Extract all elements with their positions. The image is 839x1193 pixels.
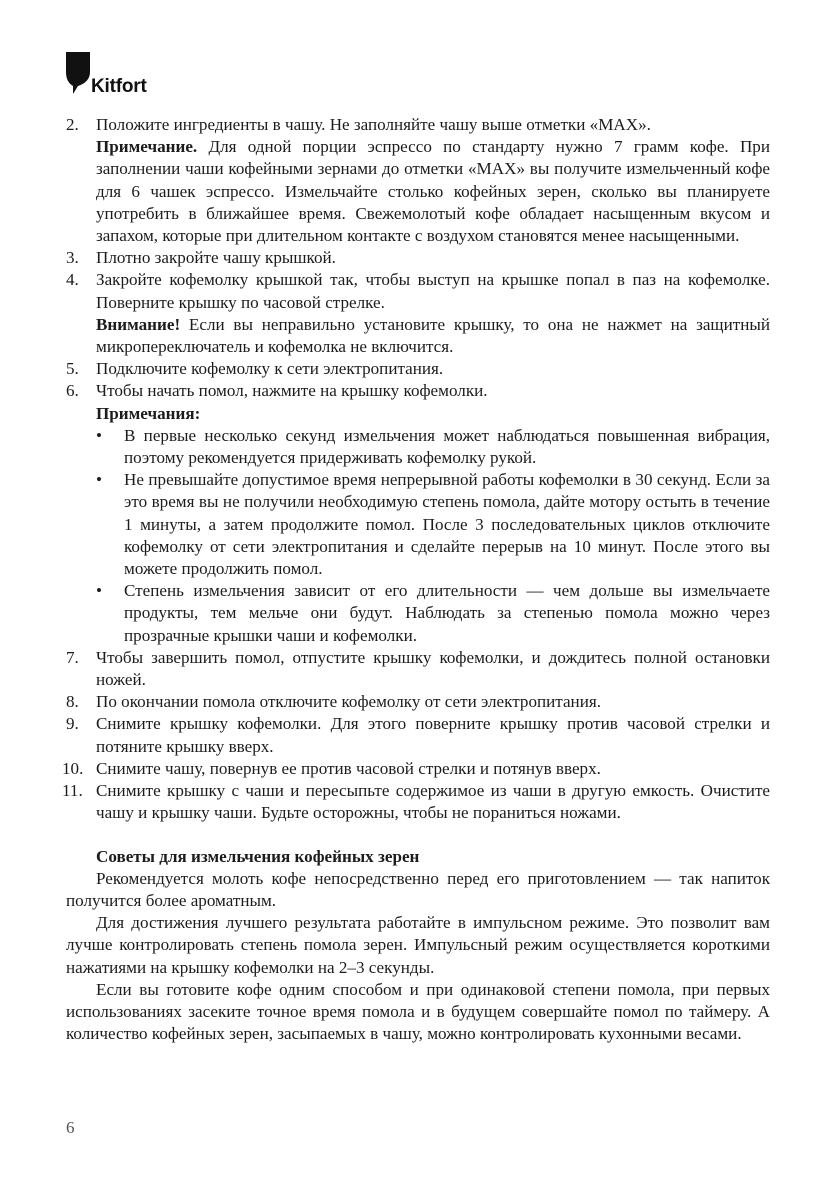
- step-text: Снимите чашу, повернув ее против часовой стрелки и потянув вверх.: [96, 758, 601, 778]
- step-note: [96, 136, 770, 247]
- step-number: 10.: [62, 758, 84, 778]
- note-item: [96, 425, 770, 469]
- step-6: [66, 380, 770, 646]
- warning-label: Внимание!: [96, 314, 181, 334]
- step-text: Снимите крышку кофемолки. Для этого поверните крышку против часовой стрелки и потяните крышку вверх.: [96, 714, 770, 756]
- step-2: [66, 114, 770, 247]
- step-number: 8.: [66, 692, 79, 712]
- step-text: Подключите кофемолку к сети электропитания.: [96, 359, 444, 379]
- note-text: Для одной порции эспрессо по стандарту нужно 7 грамм кофе. При заполнении чаши кофейными зернами до отметки «MAX» вы получите измельченный кофе для 6 чашек эспрессо. Измельчайте столько кофейных зерен, сколько вы планируете употребить в ближайшее время. Свежемолотый кофе обладает насыщенным вкусом и запахом, которые при длительном контакте с воздухом становятся менее насыщенными.: [96, 137, 770, 246]
- tips-paragraph: Если вы готовите кофе одним способом и при одинаковой степени помола, при первых использованиях засеките точное время помола и в будущем совершайте помол по таймеру. А количество кофейных зерен, засыпаемых в чашу, можно контролировать кухонными весами.: [66, 979, 770, 1044]
- step-text: Закройте кофемолку крышкой так, чтобы выступ на крышке попал в паз на кофемолке. Поверните крышку по часовой стрелке.: [96, 270, 770, 312]
- page-number: 6: [66, 1118, 75, 1137]
- bullet-icon: •: [96, 581, 102, 601]
- step-number: 7.: [66, 647, 79, 667]
- step-8: [66, 691, 770, 713]
- step-11: [62, 780, 770, 824]
- warning-text: Если вы неправильно установите крышку, то она не нажмет на защитный микропереключатель и кофемолка не включится.: [96, 314, 770, 357]
- tips-paragraph: Для достижения лучшего результата работайте в импульсном режиме. Это позволит вам лучше контролировать степень помола зерен. Импульсный режим осуществляется короткими нажатиями на крышку кофемолки на 2–3 секунды.: [66, 913, 770, 977]
- step-number: 5.: [66, 359, 79, 379]
- notes-list: [96, 425, 770, 647]
- step-text: Чтобы завершить помол, отпустите крышку кофемолки, и дождитесь полной остановки ножей.: [96, 647, 770, 690]
- brand-name: Kitfort: [91, 76, 147, 97]
- brand-logo: [66, 52, 186, 102]
- note-label: Примечание.: [96, 137, 198, 157]
- step-4: [66, 269, 770, 358]
- bullet-icon: •: [96, 425, 102, 445]
- step-number: 6.: [66, 381, 79, 401]
- step-10: [62, 758, 770, 780]
- bullet-icon: •: [96, 470, 102, 490]
- step-9: [66, 713, 770, 757]
- note-item: [96, 580, 770, 647]
- step-7: [66, 647, 770, 691]
- step-text: Снимите крышку с чаши и пересыпьте содержимое из чаши в другую емкость. Очистите чашу и крышку чаши. Будьте осторожны, чтобы не пораниться ножами.: [96, 781, 770, 823]
- note-item-text: Степень измельчения зависит от его длительности — чем дольше вы измельчаете продукты, тем мельче они будут. Наблюдать за степенью помола можно через прозрачные крышки чаши и кофемолки.: [124, 581, 770, 645]
- note-item: [96, 469, 770, 580]
- note-item-text: Не превышайте допустимое время непрерывной работы кофемолки в 30 секунд. Если за это время вы не получили необходимую степень помола, дайте мотору остыть в течение 1 минуты, а затем продолжите помол. После 3 последовательных циклов отключите кофемолку от сети электропитания и сделайте перерыв на 10 минут. После этого вы можете продолжить помол.: [124, 470, 770, 579]
- step-text: По окончании помола отключите кофемолку от сети электропитания.: [96, 692, 601, 712]
- step-warning: [96, 314, 770, 358]
- step-3: [66, 247, 770, 269]
- step-text: Положите ингредиенты в чашу. Не заполняйте чашу выше отметки «MAX».: [96, 115, 651, 134]
- tips-heading: Советы для измельчения кофейных зерен: [96, 846, 420, 866]
- tips-paragraph: Рекомендуется молоть кофе непосредственно перед его приготовлением — так напиток получится более ароматным.: [66, 868, 770, 910]
- step-number: 9.: [66, 714, 79, 734]
- step-text: Плотно закройте чашу крышкой.: [96, 248, 336, 268]
- instructions-content: [62, 114, 770, 1045]
- step-number: 3.: [66, 248, 79, 268]
- kitfort-logo-mark-icon: [66, 52, 90, 94]
- step-number: 2.: [66, 115, 79, 134]
- step-5: [66, 358, 770, 380]
- tips-section: [66, 846, 770, 1046]
- step-text: Чтобы начать помол, нажмите на крышку кофемолки.: [96, 381, 488, 401]
- notes-title: Примечания:: [96, 403, 201, 423]
- steps-list: [62, 114, 770, 825]
- note-item-text: В первые несколько секунд измельчения может наблюдаться повышенная вибрация, поэтому рекомендуется придерживать кофемолку рукой.: [124, 425, 770, 468]
- step-number: 11.: [62, 781, 83, 801]
- step-number: 4.: [66, 270, 79, 290]
